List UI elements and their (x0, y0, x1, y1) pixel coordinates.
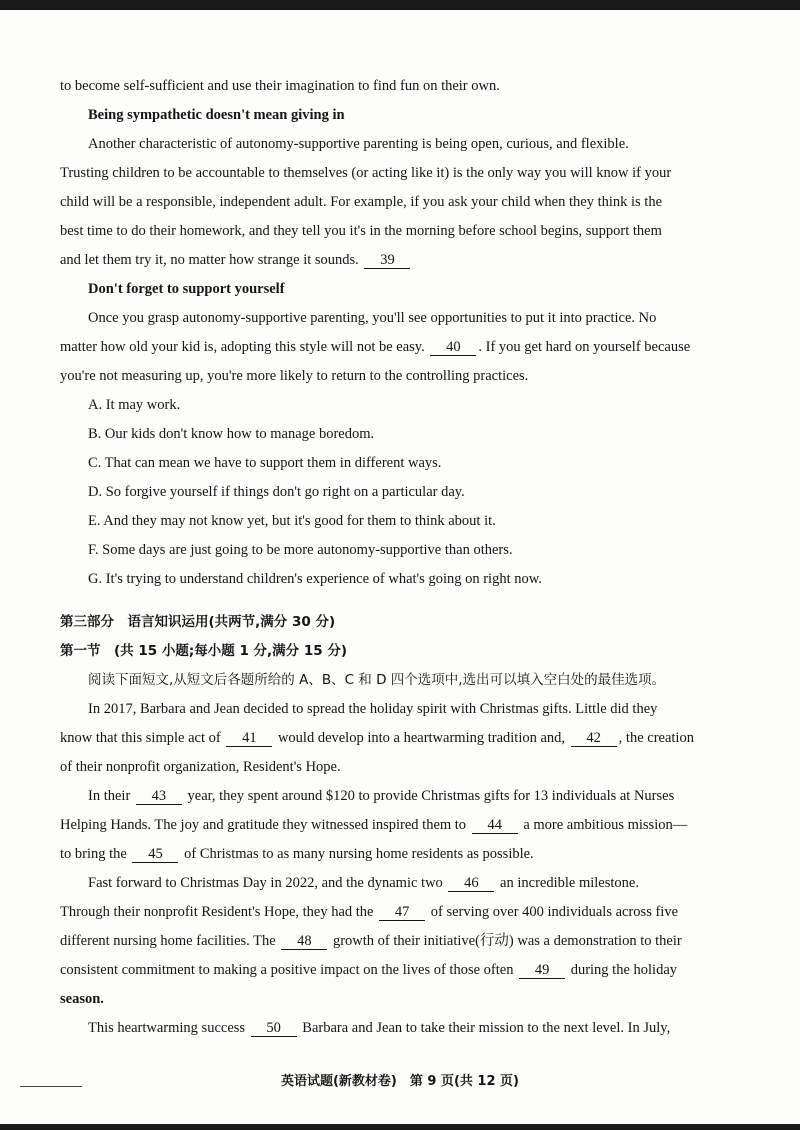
cloze-p2-line2: Helping Hands. The joy and gratitude they witnessed inspired them to 44 a more ambitious mission— (60, 817, 688, 833)
option-c: C. That can mean we have to support them in different ways. (88, 455, 442, 471)
page-footer (0, 1068, 800, 1094)
option-d: D. So forgive yourself if things don't go right on a particular day. (88, 484, 465, 500)
option-f: F. Some days are just going to be more autonomy-supportive than others. (88, 542, 513, 558)
blank-48: 48 (281, 933, 327, 950)
cloze-p2-line3: to bring the 45 of Christmas to as many nursing home residents as possible. (60, 846, 534, 862)
para3-line3: you're not measuring up, you're more likely to return to the controlling practices. (60, 368, 529, 384)
blank-49: 49 (519, 962, 565, 979)
cloze-p1-line3: of their nonprofit organization, Resident's Hope. (60, 759, 341, 775)
option-b: B. Our kids don't know how to manage boredom. (88, 426, 375, 442)
cloze-p4-line1: This heartwarming success 50 Barbara and Jean to take their mission to the next level. In July, (88, 1020, 671, 1036)
blank-42: 42 (571, 730, 617, 747)
blank-41: 41 (226, 730, 272, 747)
blank-40: 40 (430, 339, 476, 356)
blank-44: 44 (472, 817, 518, 834)
part3-heading: 第三部分 语言知识运用(共两节,满分 30 分) (60, 614, 336, 630)
option-g: G. It's trying to understand children's experience of what's going on right now. (88, 571, 542, 587)
part3-section1: 第一节 (共 15 小题;每小题 1 分,满分 15 分) (60, 643, 348, 659)
blank-47: 47 (379, 904, 425, 921)
para3-line1: Once you grasp autonomy-supportive parenting, you'll see opportunities to put it into practice. No (88, 310, 657, 326)
option-e: E. And they may not know yet, but it's good for them to think about it. (88, 513, 496, 529)
para2-line3: child will be a responsible, independent adult. For example, if you ask your child when they think is the (60, 194, 663, 210)
subheading-support: Don't forget to support yourself (88, 281, 285, 297)
cloze-p3-line3: different nursing home facilities. The 48 growth of their initiative(行动) was a demonstration to their (60, 933, 682, 949)
bottom-scan-border (0, 1124, 800, 1130)
cloze-p2-line1: In their 43 year, they spent around $120 to provide Christmas gifts for 13 individuals at Nurses (88, 788, 675, 804)
continuation-line: to become self-sufficient and use their imagination to find fun on their own. (60, 78, 500, 94)
cloze-p3-line4: consistent commitment to making a positive impact on the lives of those often 49 during the holiday (60, 962, 678, 978)
option-a: A. It may work. (88, 397, 181, 413)
footer-page-info: 英语试题(新教材卷) 第 9 页(共 12 页) (280, 1074, 519, 1089)
page-content (60, 72, 740, 1043)
para2-line1: Another characteristic of autonomy-supportive parenting is being open, curious, and flexible. (88, 136, 629, 152)
cloze-p3-line2: Through their nonprofit Resident's Hope, they had the 47 of serving over 400 individuals across five (60, 904, 679, 920)
cloze-instruction: 阅读下面短文,从短文后各题所给的 A、B、C 和 D 四个选项中,选出可以填入空白处的最佳选项。 (88, 672, 666, 688)
para2-line5: and let them try it, no matter how strange it sounds. 39 (60, 246, 740, 275)
blank-46: 46 (448, 875, 494, 892)
cloze-p1-line1: In 2017, Barbara and Jean decided to spread the holiday spirit with Christmas gifts. Little did they (88, 701, 658, 717)
cloze-p3-line5: season. (60, 991, 104, 1007)
blank-50: 50 (251, 1020, 297, 1037)
para2-line2: Trusting children to be accountable to themselves (or acting like it) is the only way you will know if your (60, 165, 672, 181)
top-scan-border (0, 0, 800, 10)
section-gap (60, 594, 740, 608)
para3-line2: matter how old your kid is, adopting this style will not be easy. 40 . If you get hard on yourself because (60, 339, 691, 355)
blank-43: 43 (136, 788, 182, 805)
cloze-p3-line1: Fast forward to Christmas Day in 2022, and the dynamic two 46 an incredible milestone. (88, 875, 639, 891)
para2-line4: best time to do their homework, and they tell you it's in the morning before school begins, support them (60, 223, 662, 239)
subheading-sympathetic: Being sympathetic doesn't mean giving in (88, 107, 345, 123)
cloze-p1-line2: know that this simple act of 41 would develop into a heartwarming tradition and, 42 , the creation (60, 730, 694, 746)
blank-39: 39 (364, 252, 410, 269)
blank-45: 45 (132, 846, 178, 863)
